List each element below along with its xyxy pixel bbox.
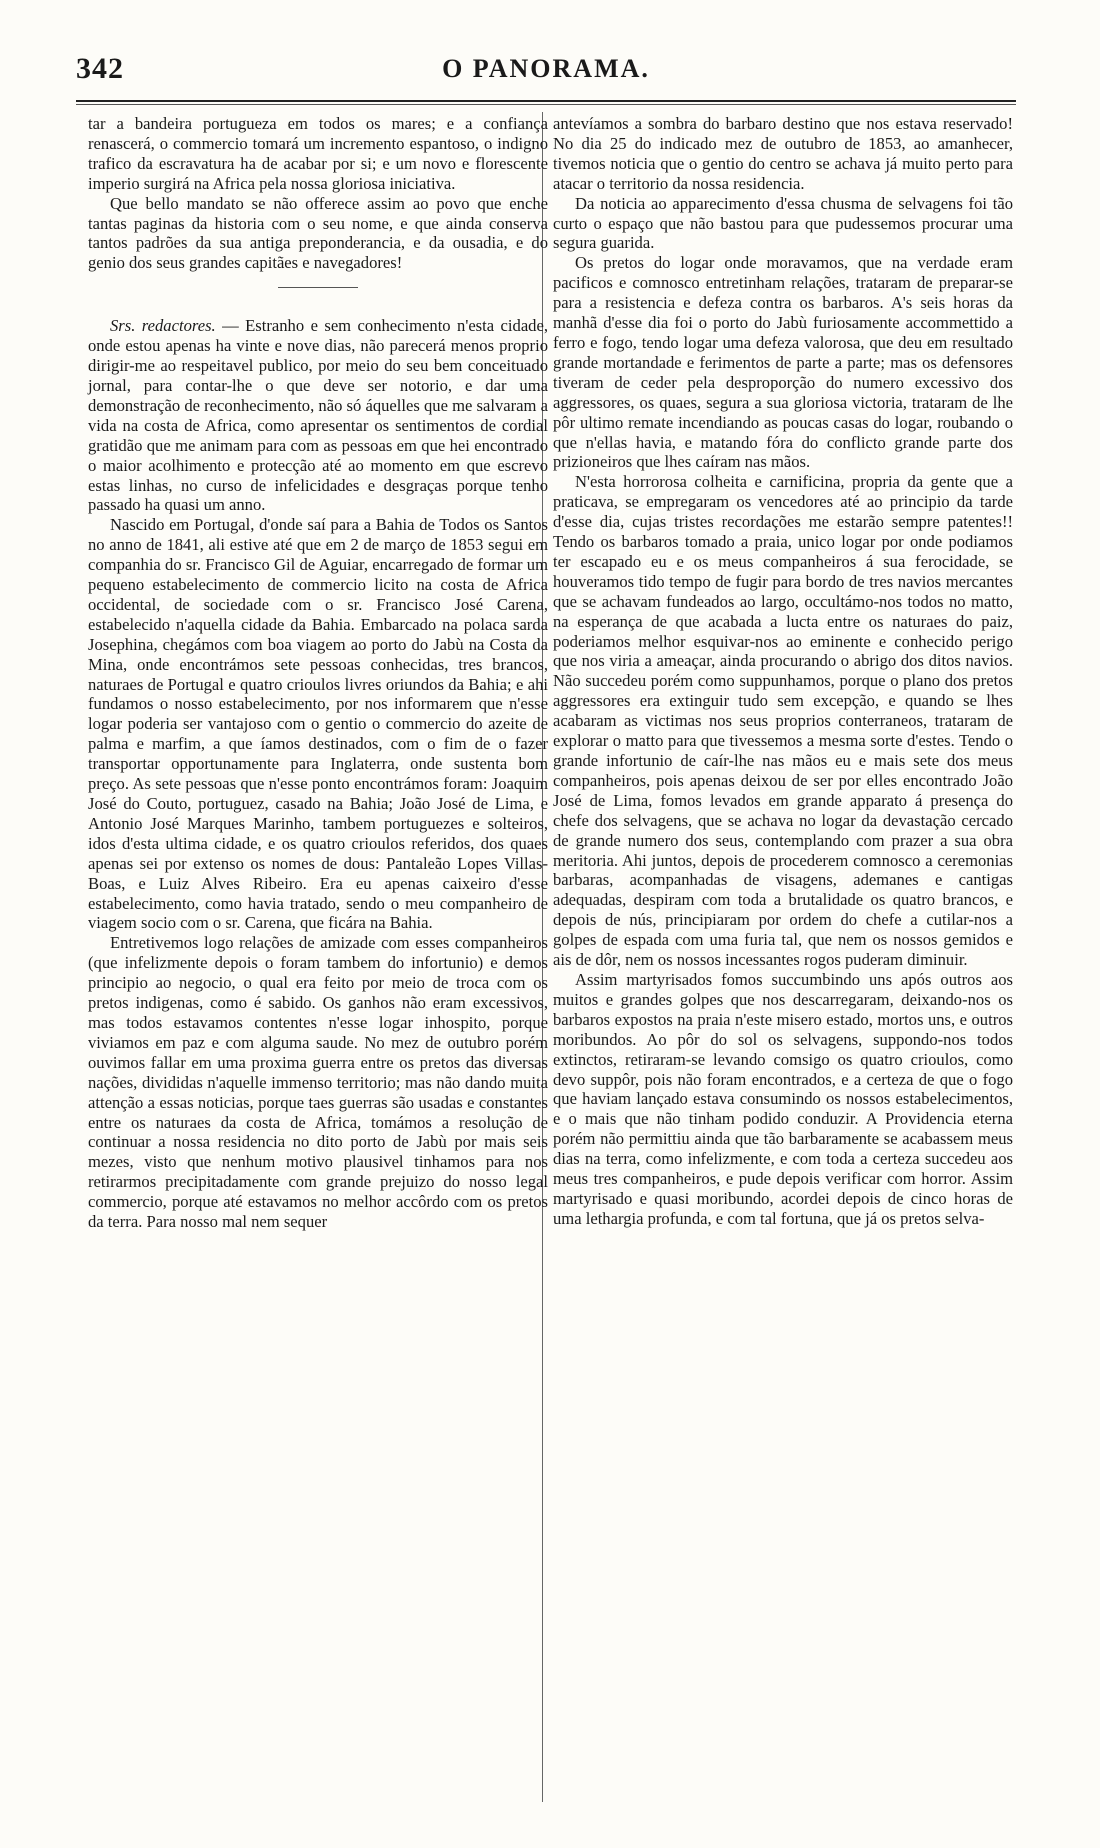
paragraph: Que bello mandato se não offerece assim ao povo que enche tantas paginas da historia com o seu nome, e que ainda conserva tantos padrões da sua antiga preponderancia, e da ousadia, e do genio dos seus grandes capitães e navegadores! [88, 193, 548, 273]
journal-title: O PANORAMA. [442, 54, 650, 83]
paragraph: Assim martyrisados fomos succumbindo uns após outros aos muitos e grandes golpes que nos descarregaram, deixando-nos os barbaros expostos na praia n'este misero estado, mortos uns, e outros moribundos. Ao pôr do sol os selvagens, suppondo-nos todos extinctos, retiraram-se levando comsigo os quatro crioulos, como devo suppôr, pois não foram encontrados, e a certeza de que o fogo que haviam lançado estava consumindo os nossos estabelecimentos, e o mais que não tinham podido conduzir. A Providencia eterna porém não permittiu ainda que tão barbaramente se acabassem meus dias na terra, como infelizmente, e com toda a certeza succedeu aos meus tres companheiros, e pude depois verificar com horror. Assim martyrisado e quasi moribundo, acordei depois de cinco horas de uma lethargia profunda, e com tal fortuna, que já os pretos selva- [553, 969, 1013, 1228]
paragraph: Nascido em Portugal, d'onde saí para a Bahia de Todos os Santos no anno de 1841, ali estive até que em 2 de março de 1853 segui em companhia do sr. Francisco Gil de Aguiar, encarregado de formar um pequeno estabelecimento de commercio licito na costa de Africa occidental, de sociedade com o sr. Francisco José Carena, estabelecido n'aquella cidade da Bahia. Embarcado na polaca sarda Josephina, chegámos com boa viagem ao porto do Jabù na Costa da Mina, onde encontrámos sete pessoas conhecidas, tres brancos, naturaes de Portugal e quatro crioulos livres oriundos da Bahia; e ahi fundamos o nosso estabelecimento, por nos informarem que n'esse logar poderia ser vantajoso com o gentio o commercio do azeite de palma e marfim, a que íamos destinados, com o fim de o fazer transportar opportunamente para Inglaterra, onde sustenta bom preço. As sete pessoas que n'esse ponto encontrámos foram: Joaquim José do Couto, portuguez, casado na Bahia; João José de Lima, e Antonio José Marques Marinho, tambem portuguezes e solteiros, idos d'esta ultima cidade, e os quatro crioulos referidos, dos quaes apenas sei por extenso os nomes de dous: Pantaleão Lopes Villas-Boas, e Luiz Alves Ribeiro. Era eu apenas caixeiro d'esse estabelecimento, como havia tratado, sendo o meu companheiro de viagem socio com o sr. Carena, que ficára na Bahia. [88, 515, 548, 933]
paragraph: Da noticia ao apparecimento d'essa chusma de selvagens foi tão curto o espaço que não bastou para que pudessemos procurar uma segura guarida. [553, 193, 1013, 253]
paragraph: N'esta horrorosa colheita e carnificina, propria da gente que a praticava, se empregaram os vencedores até ao principio da tarde d'esse dia, cujas tristes recordações me estarão sempre patentes!! Tendo os barbaros tomado a praia, unico logar por onde podiamos ter escapado eu e os meus companheiros á sua ferocidade, se houveramos tido tempo de fugir para bordo de tres navios mercantes que se achavam fundeados ao largo, occultámo-nos todos no matto, na esperança de que acabada a lucta entre os naturaes do paiz, poderiamos melhor esquivar-nos ao eminente e conhecido perigo que nos viria a ameaçar, ainda procurando o abrigo dos ditos navios. Não succedeu porém como suppunhamos, porque o plano dos pretos aggressores era extinguir tudo sem excepção, e quando se lhes acabaram as victimas nos seus proprios conterraneos, trataram de explorar o matto para que tivessemos a mesma sorte d'estes. Tendo o grande infortunio de caír-lhe nas mãos eu e mais sete dos meus companheiros, pois apenas deixou de ser por elles encontrado João José de Lima, fomos levados em grande apparato á presença do chefe dos selvagens, que se achava no logar da devastação cercado de grande numero dos seus, contemplando com prazer a sua obra meritoria. Ahi juntos, depois de procederem comnosco a ceremonias barbaras, acompanhadas de visagens, ademanes e cantigas adequadas, despiram com toda a brutalidade os quatro brancos, e depois de nús, principiaram por ordem do chefe a cutilar-nos a golpes de espada com uma furia tal, que nem os nossos gemidos e ais de dôr, nem os nossos incessantes rogos puderam diminuir. [553, 472, 1013, 970]
letter-paragraph-text: — Estranho e sem conhecimento n'esta cidade, onde estou apenas ha vinte e nove dias, não parecerá menos proprio dirigir-me ao respeitavel publico, por meio do seu bem conceituado jornal, para contar-lhe o que deve ser notorio, e dar uma demonstração de reconhecimento, não só áquelles que me salvaram a vida na costa de Africa, como apresentar os sentimentos de cordial gratidão que me animam para com as pessoas em que hei encontrado o maior acolhimento e protecção até ao momento em que escrevo estas linhas, no curso de infelicidades e desgraças porque tenho passado ha quasi um anno. [88, 316, 548, 515]
page-number: 342 [76, 52, 124, 85]
paragraph: Os pretos do logar onde moravamos, que na verdade eram pacificos e comnosco entretinham relações, trataram de preparar-se para a resistencia e defeza contra os barbaros. A's seis horas da manhã d'esse dia foi o porto do Jabù furiosamente accommettido a ferro e fogo, tendo logar uma defeza valorosa, que deu em resultado grande mortandade e ferimentos de parte a parte; mas os defensores tiveram de ceder pela desproporção do numero excessivo dos aggressores, os quaes, segura a sua gloriosa victoria, trataram de lhe pôr ultimo remate incendiando as poucas casas do logar, roubando o que n'ellas havia, e matando fóra do conflicto grande parte dos prizioneiros que lhes caíram nas mãos. [553, 253, 1013, 472]
header-rule-thin [76, 104, 1016, 105]
paragraph: Entretivemos logo relações de amizade com esses companheiros (que infelizmente depois o foram tambem do infortunio) e demos principio ao negocio, o qual era feito por meio de troca com os pretos indigenas, como é sabido. Os ganhos não eram excessivos, mas todos estavamos contentes n'esse logar inhospito, porque viviamos em paz e com alguma saude. No mez de outubro porém ouvimos fallar em uma proxima guerra entre os pretos das diversas nações, divididas n'aquelle immenso territorio; mas não dando muita attenção a essas noticias, porque taes guerras são usadas e constantes entre os naturaes da costa de Africa, tomámos a resolução de continuar a nossa residencia no dito porto de Jabù por mais seis mezes, visto que nenhum motivo plausivel tinhamos para nos retirarmos precipitadamente com grande prejuizo do nosso legal commercio, porque até estavamos no melhor accôrdo com os pretos da terra. Para nosso mal nem sequer [88, 933, 548, 1232]
letter-salutation: Srs. redactores. [110, 316, 216, 336]
section-separator [278, 287, 358, 288]
letter-opening [88, 316, 548, 515]
left-column [88, 114, 548, 1232]
page-header [76, 52, 1016, 86]
right-column [553, 114, 1013, 1229]
header-rule [76, 100, 1016, 102]
paragraph: antevíamos a sombra do barbaro destino que nos estava reservado! No dia 25 do indicado mez de outubro de 1853, ao amanhecer, tivemos noticia que o gentio do centro se achava já muito perto para atacar o territorio da nossa residencia. [553, 114, 1013, 193]
paragraph: tar a bandeira portugueza em todos os mares; e a confiança renascerá, o commercio tomará um incremento espantoso, o indigno trafico da escravatura ha de acabar por si; e um novo e florescente imperio surgirá na Africa pela nossa gloriosa iniciativa. [88, 114, 548, 193]
